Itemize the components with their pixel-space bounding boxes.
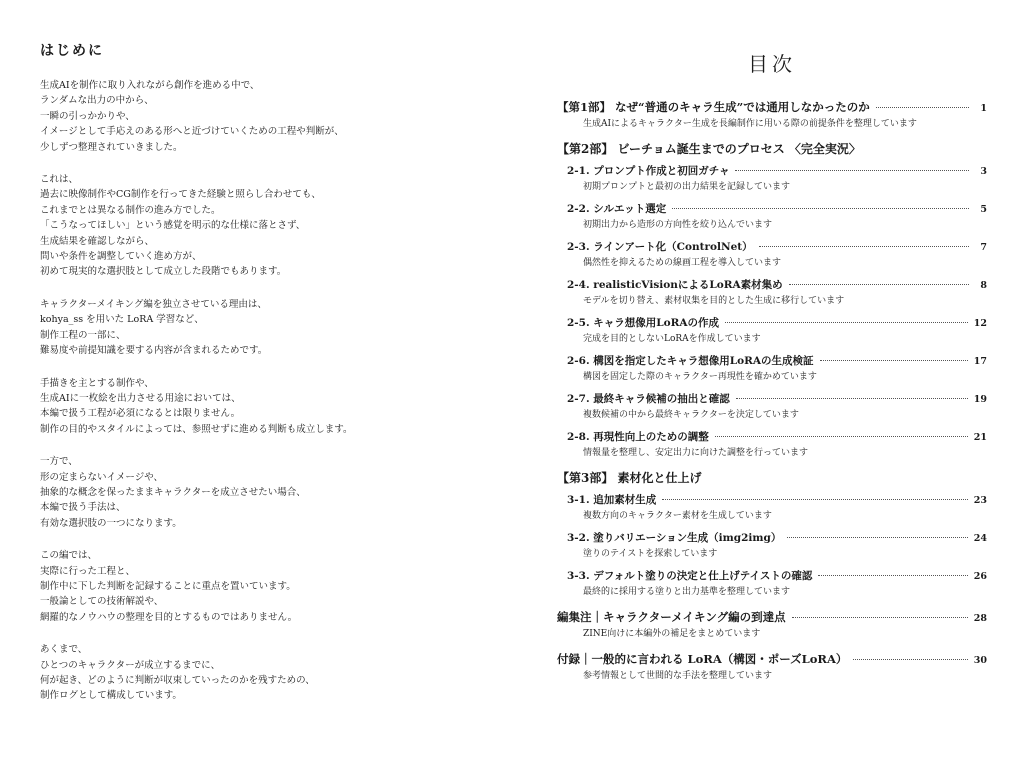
toc-entry[interactable] [557,99,987,115]
toc-entry-description: 塗りのテイストを探索しています [583,549,718,559]
intro-paragraph [40,297,480,359]
toc-page [557,48,987,693]
toc-entry-description: 最終的に採用する塗りと出力基準を整理しています [583,587,791,597]
intro-page [40,40,480,721]
toc-entry-description: 完成を目的としないLoRAを作成しています [583,334,761,344]
dot-leader [792,617,968,618]
toc-entry[interactable] [557,429,987,444]
toc-page-number: 19 [973,394,987,405]
toc-item [557,492,987,523]
intro-line: ランダムな出力の中から、 [40,95,154,107]
toc-entry-description: 情報量を整理し、安定出力に向けた調整を行っています [583,448,809,458]
intro-line: 生成AIに一枚絵を出力させる用途においては、 [40,392,241,404]
dot-leader [715,436,968,437]
toc-entry-title: 2-2. シルエット選定 [567,203,667,215]
toc-title: 目次 [748,52,796,76]
toc-entry[interactable] [557,315,987,330]
toc-page-number: 7 [980,242,987,253]
toc-section [557,609,987,641]
toc-page-number: 23 [973,495,987,506]
toc-entry-title: 2-1. プロンプト作成と初回ガチャ [567,165,730,177]
toc-page-number: 1 [980,103,987,114]
intro-body [40,78,480,704]
toc-section [557,99,987,131]
toc-entry-title: 付録｜一般的に言われる LoRA（構図・ポーズLoRA） [557,652,848,666]
toc-entry-title: 2-6. 構図を指定したキャラ想像用LoRAの生成検証 [567,355,814,367]
toc-entry[interactable] [557,492,987,507]
toc-entry-description: 複数候補の中から最終キャラクターを決定しています [583,410,799,420]
dot-leader [876,107,969,108]
toc-list [557,99,987,683]
dot-leader [736,398,968,399]
intro-line: 難易度や前提知識を要する内容が含まれるためです。 [40,345,268,357]
toc-entry[interactable] [557,201,987,216]
intro-line: キャラクターメイキング編を独立させている理由は、 [40,298,267,310]
toc-entry-description: ZINE向けに本編外の補足をまとめています [583,629,761,639]
intro-line: 制作中に下した判断を記録することに重点を置いています。 [40,580,296,592]
toc-page-number: 8 [980,280,987,291]
toc-entry-description: 参考情報として世間的な手法を整理しています [583,671,773,681]
intro-line: 一瞬の引っかかりや、 [40,110,135,122]
dot-leader [818,575,967,576]
intro-line: 少しずつ整理されていきました。 [40,141,183,153]
intro-paragraph [40,642,480,704]
intro-paragraph [40,548,480,625]
intro-line: 本編で扱う工程が必須になるとは限りません。 [40,408,241,420]
intro-line: 初めて現実的な選択肢として成立した段階でもあります。 [40,266,287,278]
dot-leader [759,246,969,247]
toc-page-number: 21 [973,432,987,443]
toc-page-number: 26 [973,571,987,582]
intro-line: この編では、 [40,550,98,562]
toc-page-number: 12 [973,318,987,329]
toc-entry[interactable] [557,163,987,178]
intro-line: これまでとは異なる制作の進み方でした。 [40,204,221,216]
toc-entry[interactable] [557,530,987,545]
toc-entry[interactable] [557,353,987,368]
toc-entry-description: 偶然性を抑えるための線画工程を導入しています [583,258,782,268]
toc-entry-description: 初期出力から造形の方向性を絞り込んでいます [583,220,773,230]
toc-item [557,239,987,270]
toc-entry-description: 生成AIによるキャラクター生成を長編制作に用いる際の前提条件を整理しています [583,119,917,129]
toc-section [557,141,987,460]
toc-entry-description: 構図を固定した際のキャラクター再現性を確かめています [583,372,817,382]
intro-line: 問いや条件を調整していく進め方が、 [40,251,202,263]
dot-leader [853,659,967,660]
toc-item [557,277,987,308]
intro-line: 何が起き、どのように判断が収束していったのかを残すための、 [40,675,315,686]
dot-leader [662,499,967,500]
intro-line: 制作ログとして構成しています。 [40,690,182,702]
intro-line: これは、 [40,174,79,186]
toc-item [557,530,987,561]
intro-line: ひとつのキャラクターが成立するまでに、 [40,659,221,671]
intro-line: 制作工程の一部に、 [40,329,126,341]
intro-paragraph [40,454,480,531]
toc-entry[interactable] [557,651,987,667]
intro-line: 本編で扱う手法は、 [40,502,126,514]
intro-line: 「こうなってほしい」という感覚を明示的な仕様に落とさず、 [40,220,306,232]
toc-entry-title: 2-5. キャラ想像用LoRAの作成 [567,317,720,329]
intro-line: kohya_ss を用いた LoRA 学習など、 [40,314,204,326]
toc-section [557,470,987,599]
intro-line: 手描きを主とする制作や、 [40,377,154,389]
toc-page-number: 28 [973,613,987,624]
toc-entry-title: 3-1. 追加素材生成 [567,494,657,506]
dot-leader [672,208,969,209]
intro-line: あくまで、 [40,644,88,656]
toc-entry-title: 3-3. デフォルト塗りの決定と仕上げテイストの確認 [567,570,813,582]
intro-line: 過去に映像制作やCG制作を行ってきた経験と照らし合わせても、 [40,189,321,201]
intro-paragraph [40,376,480,438]
toc-page-number: 24 [973,533,987,544]
toc-entry-title: 2-4. realisticVisionによるLoRA素材集め [567,279,783,291]
toc-entry-description: 複数方向のキャラクター素材を生成しています [583,511,772,521]
intro-line: 一方で、 [40,456,78,468]
toc-page-number: 17 [973,356,987,367]
intro-line: イメージとして手応えのある形へと近づけていくための工程や判断が、 [40,126,344,138]
intro-paragraph [40,172,480,280]
toc-entry[interactable] [557,568,987,583]
intro-line: 抽象的な概念を保ったままキャラクターを成立させたい場合、 [40,486,306,498]
intro-line: 一般論としての技術解説や、 [40,596,164,608]
toc-entry-description: 初期プロンプトと最初の出力結果を記録しています [583,182,791,192]
toc-entry-title: 3-2. 塗りバリエーション生成（img2img） [567,532,782,544]
toc-item [557,353,987,384]
dot-leader [735,170,969,171]
toc-item [557,163,987,194]
dot-leader [820,360,968,361]
toc-entry-title: 2-3. ラインアート化（ControlNet） [567,241,753,253]
toc-part-heading[interactable]: 【第2部】 ビーチョム誕生までのプロセス 〈完全実況〉 [557,142,861,156]
toc-page-number: 30 [973,655,987,666]
toc-entry[interactable] [557,239,987,254]
toc-entry[interactable] [557,277,987,292]
intro-line: 形の定まらないイメージや、 [40,471,164,483]
toc-item [557,201,987,232]
toc-entry-title: 2-7. 最終キャラ候補の抽出と確認 [567,393,730,405]
toc-item [557,568,987,599]
intro-line: 実際に行った工程と、 [40,565,136,577]
intro-line: 生成AIを制作に取り入れながら創作を進める中で、 [40,80,260,91]
toc-part-heading[interactable]: 【第3部】 素材化と仕上げ [557,471,702,485]
toc-entry-description: モデルを切り替え、素材収集を目的とした生成に移行しています [583,296,845,306]
toc-item [557,429,987,460]
toc-page-number: 3 [980,166,987,177]
intro-line: 網羅的なノウハウの整理を目的とするものではありません。 [40,611,298,623]
toc-section [557,651,987,683]
intro-line: 有効な選択肢の一つになります。 [40,517,182,529]
dot-leader [789,284,969,285]
dot-leader [725,322,968,323]
toc-entry[interactable] [557,391,987,406]
toc-page-number: 5 [980,204,987,215]
intro-heading: はじめに [40,43,104,59]
intro-paragraph [40,78,480,155]
toc-entry-title: 2-8. 再現性向上のための調整 [567,431,709,443]
intro-line: 生成結果を確認しながら、 [40,235,155,247]
dot-leader [787,537,967,538]
toc-entry-title: 【第1部】 なぜ“普通のキャラ生成”では通用しなかったのか [557,100,870,114]
toc-entry[interactable] [557,609,987,625]
toc-item [557,391,987,422]
toc-entry-title: 編集注｜キャラクターメイキング編の到達点 [557,610,786,624]
toc-item [557,315,987,346]
intro-line: 制作の目的やスタイルによっては、参照せずに進める判断も成立します。 [40,423,353,435]
